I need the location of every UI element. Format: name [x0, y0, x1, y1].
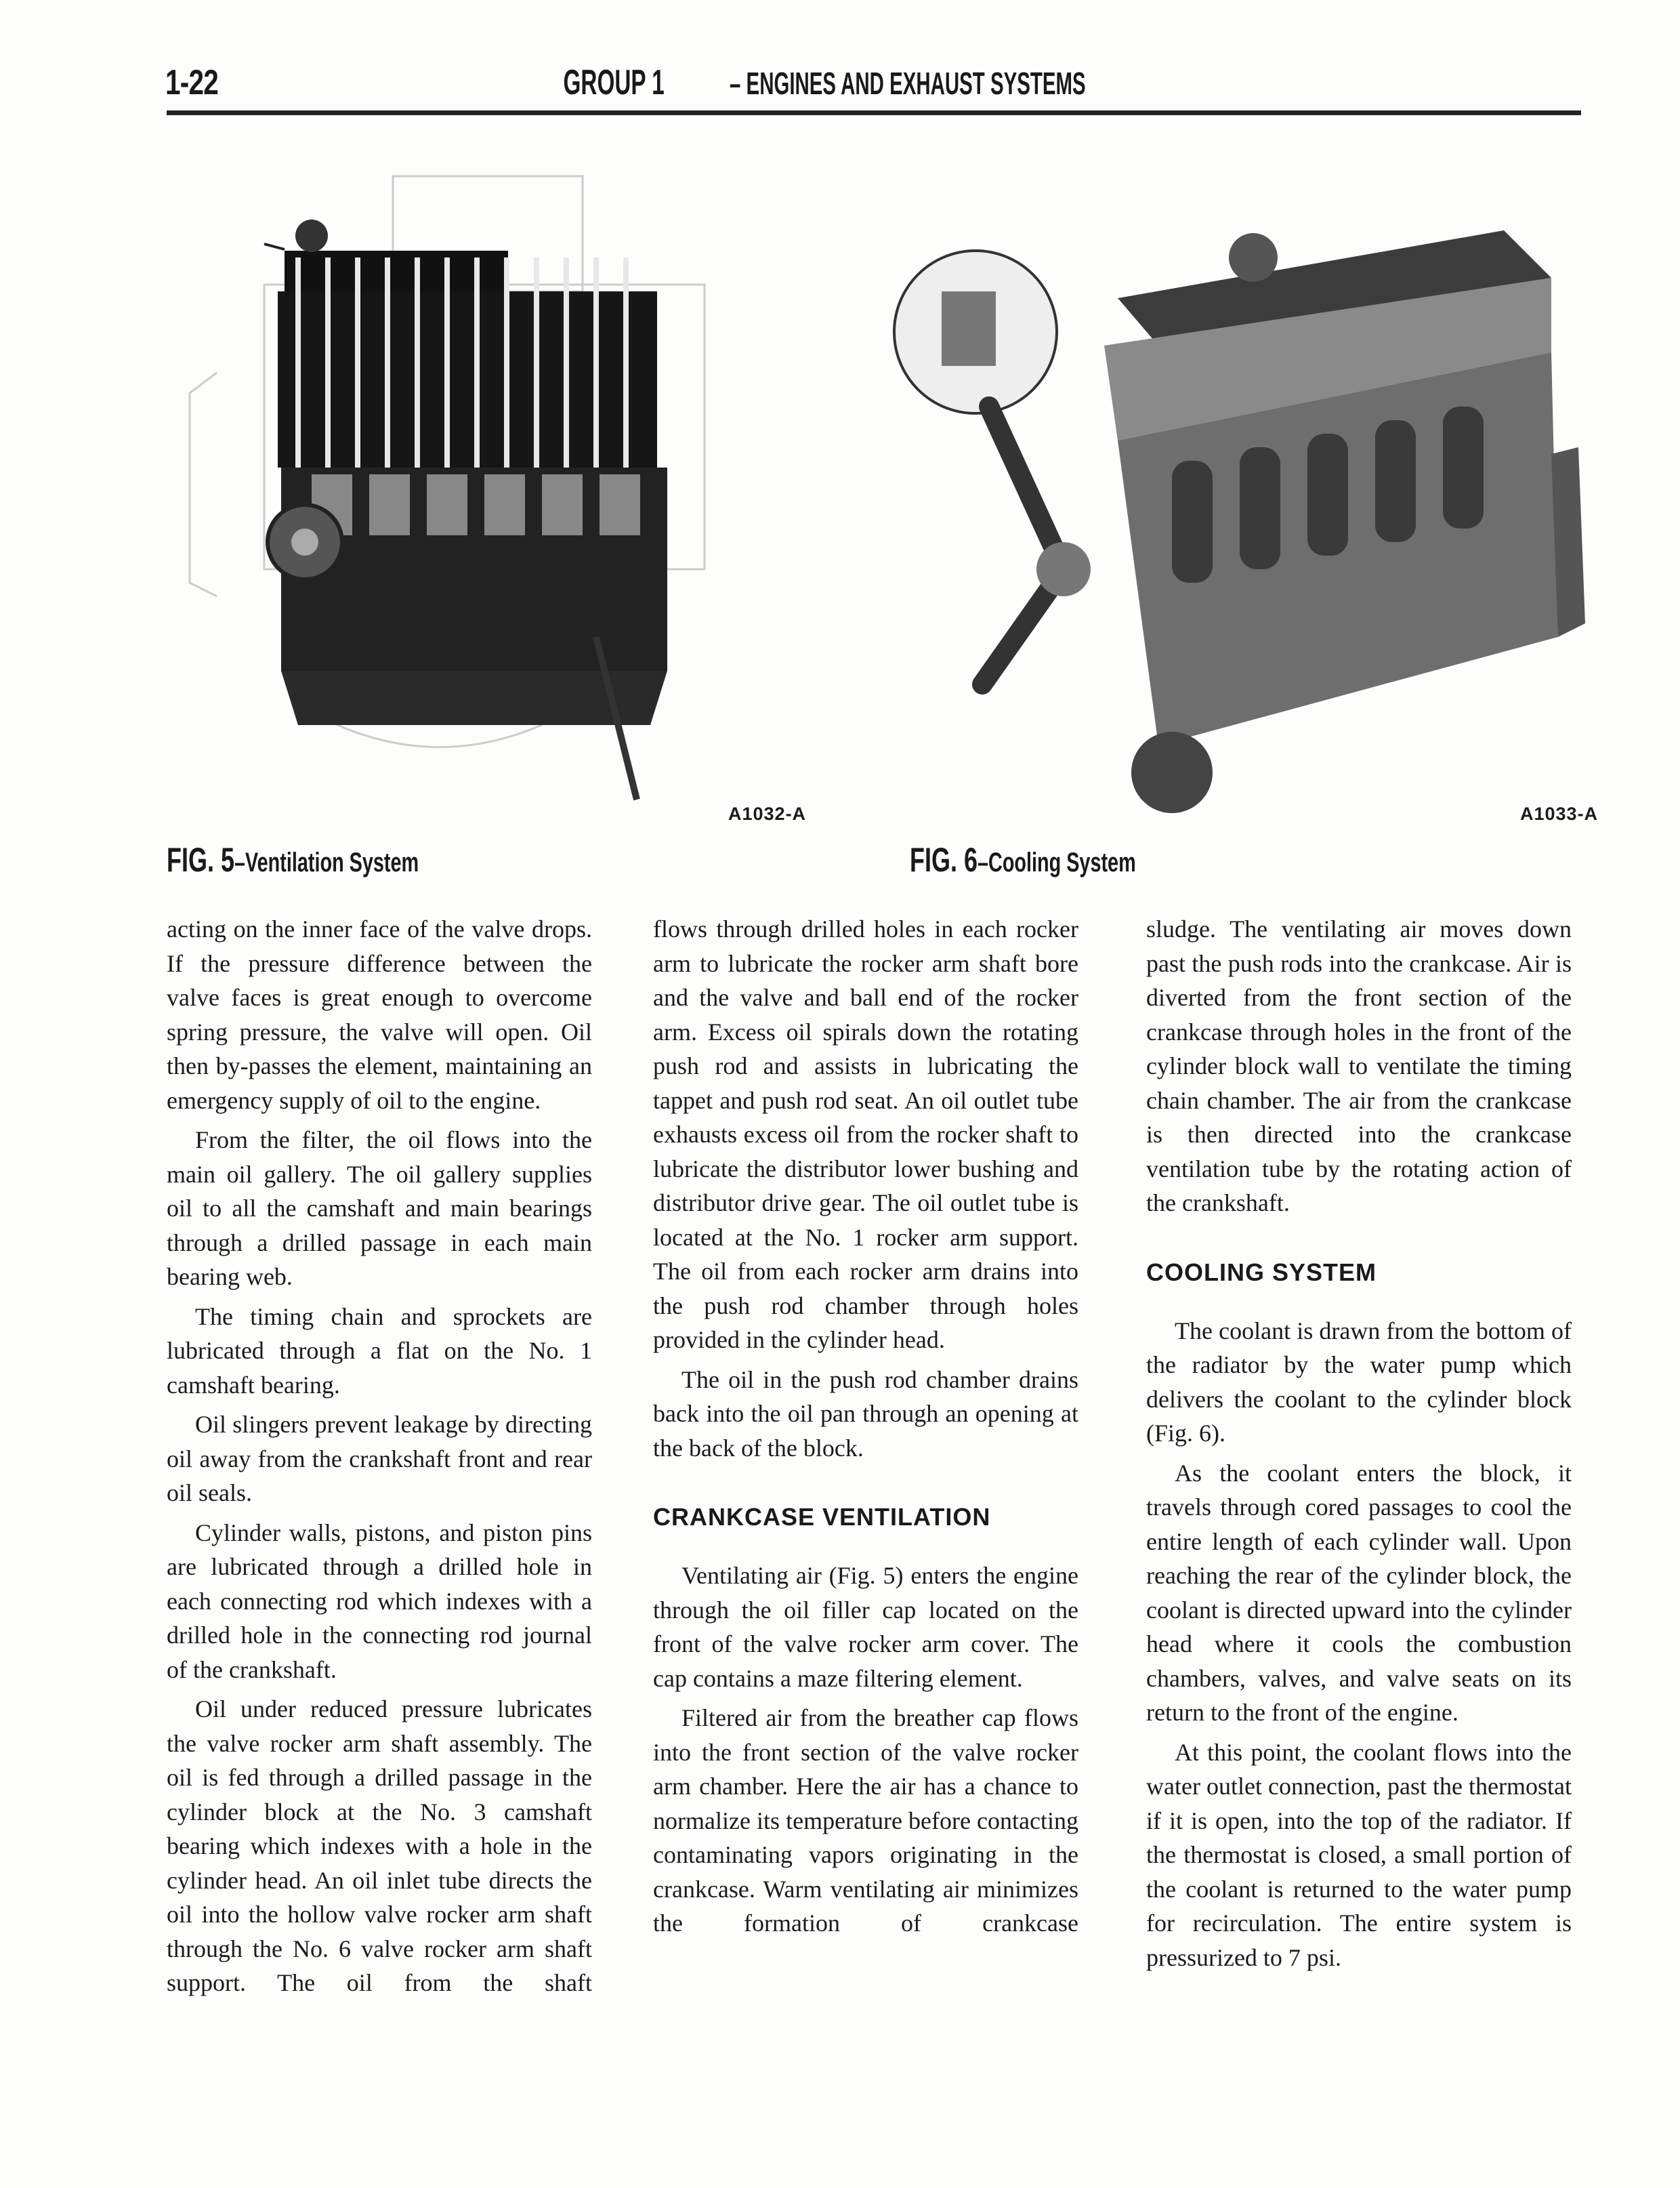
figure-6-title: –Cooling System [978, 848, 1136, 878]
page-header [0, 62, 1680, 103]
figure-6-label: FIG. 6 [910, 841, 978, 879]
figure-5-title: –Ventilation System [234, 848, 419, 878]
paragraph: Ventilating air (Fig. 5) enters the engine through the oil filler cap located on the front of the valve rocker arm cover. The cap contains a maze filtering element. [653, 1562, 1078, 1692]
piston [484, 474, 525, 535]
paragraph: Oil slingers prevent leakage by directing oil away from the crankshaft front and rear oil seals. [167, 1411, 592, 1506]
paragraph: Filtered air from the breather cap flows into the front section of the valve rocker arm chamber. Here the air has a chance to normalize its temperature before contacting contaminating vapors originating in the crankcase. Warm ventilating air minimizes the formation of crankcase [653, 1704, 1078, 1937]
figure-5-caption [167, 840, 419, 880]
piston [427, 474, 467, 535]
paragraph: Oil under reduced pressure lubricates the valve rocker arm shaft assembly. The oil is fed through a drilled passage in the cylinder block at the No. 3 camshaft bearing which indexes with a hole in the cylinder head. An oil inlet tube directs the oil into the hollow valve rocker arm shaft through the No. 6 valve rocker arm shaft support. The oil from the shaft [167, 1695, 592, 1996]
paragraph: From the filter, the oil flows into the main oil gallery. The oil gallery supplies oil to all the camshaft and main bearings through a drilled passage in each main bearing web. [167, 1126, 592, 1290]
paragraph: The timing chain and sprockets are lubricated through a flat on the No. 1 camshaft bearing. [167, 1302, 592, 1399]
paragraph: acting on the inner face of the valve drops. If the pressure difference between the valve faces is great enough to overcome spring pressure, the valve will open. Oil then by-passes the element, maintaining an emergency supply of oil to the engine. [167, 915, 592, 1114]
paragraph: As the coolant enters the block, it travels through cored passages to cool the entire length of each cylinder wall. Upon reaching the rear of the cylinder block, the coolant is directed upward into the cylinder head where it cools the combustion chambers, valves, and valve seats on its return to the front of the engine. [1146, 1459, 1572, 1726]
figure-5-label: FIG. 5 [167, 841, 235, 879]
section-heading-cooling-system: COOLING SYSTEM [1146, 1258, 1377, 1286]
figure-6-cooling-engine-illustration [874, 217, 1592, 813]
text-column-2 [653, 912, 1078, 1946]
group-label: GROUP 1 [563, 63, 665, 102]
header-rule [167, 110, 1581, 115]
paragraph: Cylinder walls, pistons, and piston pins are lubricated through a drilled hole in each connecting rod which indexes with a drilled hole in the connecting rod journal of the crankshaft. [167, 1519, 592, 1683]
paragraph: At this point, the coolant flows into the water outlet connection, past the thermostat if it is open, into the top of the radiator. If the thermostat is closed, a small portion of the coolant is returned to the water pump for recirculation. The entire system is pressurized to 7 psi. [1146, 1738, 1572, 1971]
piston [542, 474, 583, 535]
section-heading-crankcase-ventilation: CRANKCASE VENTILATION [653, 1503, 991, 1531]
group-title: – ENGINES AND EXHAUST SYSTEMS [729, 66, 1085, 101]
paragraph: sludge. The ventilating air moves down past the push rods into the crankcase. Air is diverted from the front section of the crankcase through holes in the front of the cylinder block wall to ventilate the timing chain chamber. The air from the crankcase is then directed into the crankcase ventilation tube by the rotating action of the crankshaft. [1146, 915, 1572, 1216]
text-column-3 [1146, 912, 1572, 1980]
paragraph: flows through drilled holes in each rocker arm to lubricate the rocker arm shaft bore and the valve and ball end of the rocker arm. Excess oil spirals down the rotating push rod and assists in lubricating the tappet and push rod seat. An oil outlet tube exhausts excess oil from the rocker shaft to lubricate the distributor lower bushing and distributor drive gear. The oil outlet tube is located at the No. 1 rocker arm support. The oil from each rocker arm drains into the push rod chamber through holes provided in the cylinder head. [653, 915, 1078, 1353]
paragraph: The coolant is drawn from the bottom of the radiator by the water pump which delivers the coolant to the cylinder block (Fig. 6). [1146, 1317, 1572, 1447]
page-number: 1-22 [165, 63, 219, 102]
figure-5-ventilation-engine-illustration [163, 149, 826, 813]
paragraph: The oil in the push rod chamber drains back into the oil pan through an opening at the back of the block. [653, 1365, 1078, 1462]
piston [369, 474, 410, 535]
text-column-1 [167, 912, 592, 2006]
figure-5-id: A1032-A [728, 804, 807, 824]
piston [600, 474, 640, 535]
figure-6-id: A1033-A [1520, 804, 1599, 824]
figure-6-caption [910, 840, 1136, 880]
